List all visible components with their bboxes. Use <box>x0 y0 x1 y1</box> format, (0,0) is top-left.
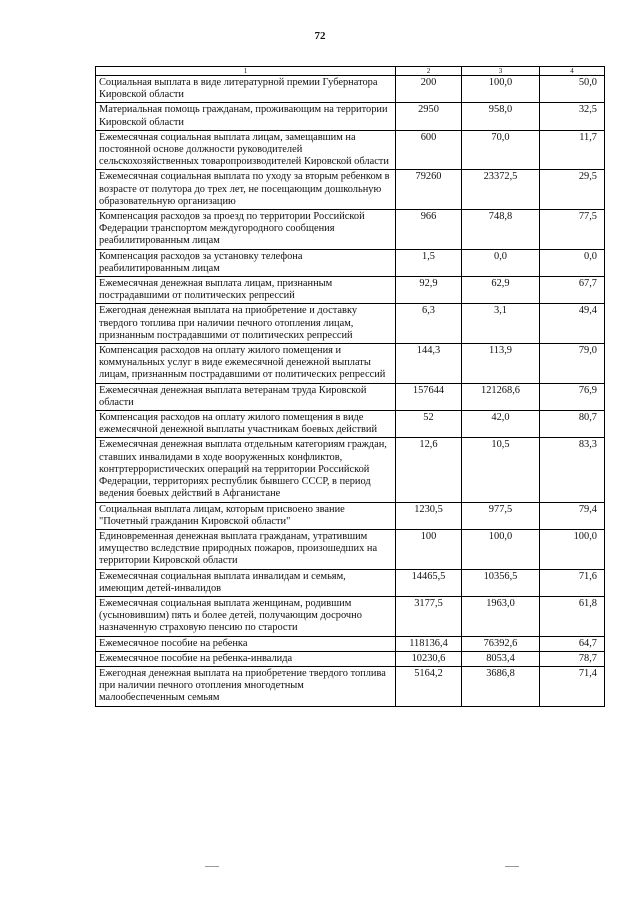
row-plan-cell: 1,5 <box>396 249 462 276</box>
table-row <box>96 76 605 103</box>
row-plan-cell: 200 <box>396 76 462 103</box>
row-percent-cell: 71,6 <box>540 569 605 596</box>
row-percent-cell: 78,7 <box>540 651 605 666</box>
header-row <box>96 67 605 76</box>
row-plan-cell: 14465,5 <box>396 569 462 596</box>
row-name-cell: Ежемесячная социальная выплата лицам, замещавшим на постоянной основе должности руководителей сельскохозяйственных товаропроизводителей Кировской области <box>96 130 396 170</box>
header-col-4: 4 <box>540 67 605 76</box>
row-percent-cell: 77,5 <box>540 210 605 250</box>
row-percent-cell: 67,7 <box>540 277 605 304</box>
row-name-cell: Ежемесячное пособие на ребенка-инвалида <box>96 651 396 666</box>
row-plan-cell: 6,3 <box>396 304 462 344</box>
row-name-cell: Ежемесячное пособие на ребенка <box>96 636 396 651</box>
report-table <box>95 66 605 707</box>
row-name-cell: Ежемесячная денежная выплата ветеранам труда Кировской области <box>96 383 396 410</box>
row-percent-cell: 0,0 <box>540 249 605 276</box>
row-percent-cell: 79,0 <box>540 344 605 384</box>
row-plan-cell: 92,9 <box>396 277 462 304</box>
header-col-3: 3 <box>462 67 540 76</box>
row-plan-cell: 157644 <box>396 383 462 410</box>
row-plan-cell: 966 <box>396 210 462 250</box>
table-row <box>96 383 605 410</box>
row-actual-cell: 0,0 <box>462 249 540 276</box>
row-percent-cell: 61,8 <box>540 596 605 636</box>
header-col-1: 1 <box>96 67 396 76</box>
row-plan-cell: 52 <box>396 411 462 438</box>
row-plan-cell: 144,3 <box>396 344 462 384</box>
row-actual-cell: 113,9 <box>462 344 540 384</box>
row-plan-cell: 10230,6 <box>396 651 462 666</box>
row-name-cell: Компенсация расходов на оплату жилого помещения в виде ежемесячной денежной выплаты участникам боевых действий <box>96 411 396 438</box>
row-name-cell: Материальная помощь гражданам, проживающим на территории Кировской области <box>96 103 396 130</box>
row-name-cell: Компенсация расходов за проезд по территории Российской Федерации транспортом междугородного сообщения реабилитированным лицам <box>96 210 396 250</box>
row-actual-cell: 1963,0 <box>462 596 540 636</box>
table-body <box>96 76 605 707</box>
table-row <box>96 103 605 130</box>
table-row <box>96 411 605 438</box>
row-actual-cell: 76392,6 <box>462 636 540 651</box>
row-plan-cell: 12,6 <box>396 438 462 502</box>
row-actual-cell: 121268,6 <box>462 383 540 410</box>
row-percent-cell: 32,5 <box>540 103 605 130</box>
row-percent-cell: 71,4 <box>540 666 605 706</box>
row-plan-cell: 3177,5 <box>396 596 462 636</box>
row-plan-cell: 600 <box>396 130 462 170</box>
row-actual-cell: 8053,4 <box>462 651 540 666</box>
row-actual-cell: 70,0 <box>462 130 540 170</box>
table-row <box>96 651 605 666</box>
row-plan-cell: 5164,2 <box>396 666 462 706</box>
table-row <box>96 502 605 529</box>
table-header <box>96 67 605 76</box>
row-name-cell: Ежегодная денежная выплата на приобретение твердого топлива при наличии печного отопления многодетным малообеспеченным семьям <box>96 666 396 706</box>
row-name-cell: Компенсация расходов за установку телефона реабилитированным лицам <box>96 249 396 276</box>
row-percent-cell: 64,7 <box>540 636 605 651</box>
row-actual-cell: 3686,8 <box>462 666 540 706</box>
row-percent-cell: 100,0 <box>540 529 605 569</box>
table-row <box>96 277 605 304</box>
scan-mark-right <box>505 866 519 867</box>
row-name-cell: Ежегодная денежная выплата на приобретение и доставку твердого топлива при наличии печного отопления лицам, признанным пострадавшими от политических репрессий <box>96 304 396 344</box>
table-row <box>96 210 605 250</box>
row-percent-cell: 79,4 <box>540 502 605 529</box>
row-actual-cell: 62,9 <box>462 277 540 304</box>
row-percent-cell: 80,7 <box>540 411 605 438</box>
row-plan-cell: 79260 <box>396 170 462 210</box>
row-actual-cell: 23372,5 <box>462 170 540 210</box>
table-row <box>96 344 605 384</box>
row-plan-cell: 118136,4 <box>396 636 462 651</box>
row-actual-cell: 100,0 <box>462 529 540 569</box>
row-percent-cell: 83,3 <box>540 438 605 502</box>
table-row <box>96 636 605 651</box>
table-row <box>96 130 605 170</box>
row-name-cell: Ежемесячная денежная выплата лицам, признанным пострадавшими от политических репрессий <box>96 277 396 304</box>
row-name-cell: Ежемесячная социальная выплата инвалидам и семьям, имеющим детей-инвалидов <box>96 569 396 596</box>
page-number: 72 <box>314 30 326 42</box>
row-actual-cell: 10,5 <box>462 438 540 502</box>
row-plan-cell: 1230,5 <box>396 502 462 529</box>
row-name-cell: Компенсация расходов на оплату жилого помещения и коммунальных услуг в виде ежемесячной денежной выплаты лицам, признанным пострадавшими от политических репрессий <box>96 344 396 384</box>
table-row <box>96 249 605 276</box>
row-name-cell: Единовременная денежная выплата гражданам, утратившим имущество вследствие природных пожаров, произошедших на территории Кировской области <box>96 529 396 569</box>
row-name-cell: Ежемесячная социальная выплата женщинам, родившим (усыновившим) пять и более детей, получающим досрочно назначенную страховую пенсию по старости <box>96 596 396 636</box>
table-row <box>96 170 605 210</box>
row-actual-cell: 3,1 <box>462 304 540 344</box>
row-name-cell: Ежемесячная социальная выплата по уходу за вторым ребенком в возрасте от полутора до трех лет, не посещающим дошкольную образовательную организацию <box>96 170 396 210</box>
row-actual-cell: 977,5 <box>462 502 540 529</box>
row-percent-cell: 76,9 <box>540 383 605 410</box>
table-row <box>96 666 605 706</box>
table-row <box>96 529 605 569</box>
table-row <box>96 304 605 344</box>
table-row <box>96 596 605 636</box>
table-row <box>96 569 605 596</box>
row-plan-cell: 2950 <box>396 103 462 130</box>
row-percent-cell: 50,0 <box>540 76 605 103</box>
scan-mark-left <box>205 866 219 867</box>
row-percent-cell: 49,4 <box>540 304 605 344</box>
row-name-cell: Социальная выплата в виде литературной премии Губернатора Кировской области <box>96 76 396 103</box>
header-col-2: 2 <box>396 67 462 76</box>
row-plan-cell: 100 <box>396 529 462 569</box>
table-row <box>96 438 605 502</box>
row-name-cell: Ежемесячная денежная выплата отдельным категориям граждан, ставших инвалидами в ходе вооруженных конфликтов, контртеррористических операций на территории Российской Федерации, территориях республик бывшего СССР, в период ведения боевых действий в Афганистане <box>96 438 396 502</box>
row-percent-cell: 29,5 <box>540 170 605 210</box>
row-actual-cell: 748,8 <box>462 210 540 250</box>
row-actual-cell: 10356,5 <box>462 569 540 596</box>
row-actual-cell: 100,0 <box>462 76 540 103</box>
row-actual-cell: 958,0 <box>462 103 540 130</box>
row-name-cell: Социальная выплата лицам, которым присвоено звание "Почетный гражданин Кировской области" <box>96 502 396 529</box>
row-actual-cell: 42,0 <box>462 411 540 438</box>
row-percent-cell: 11,7 <box>540 130 605 170</box>
